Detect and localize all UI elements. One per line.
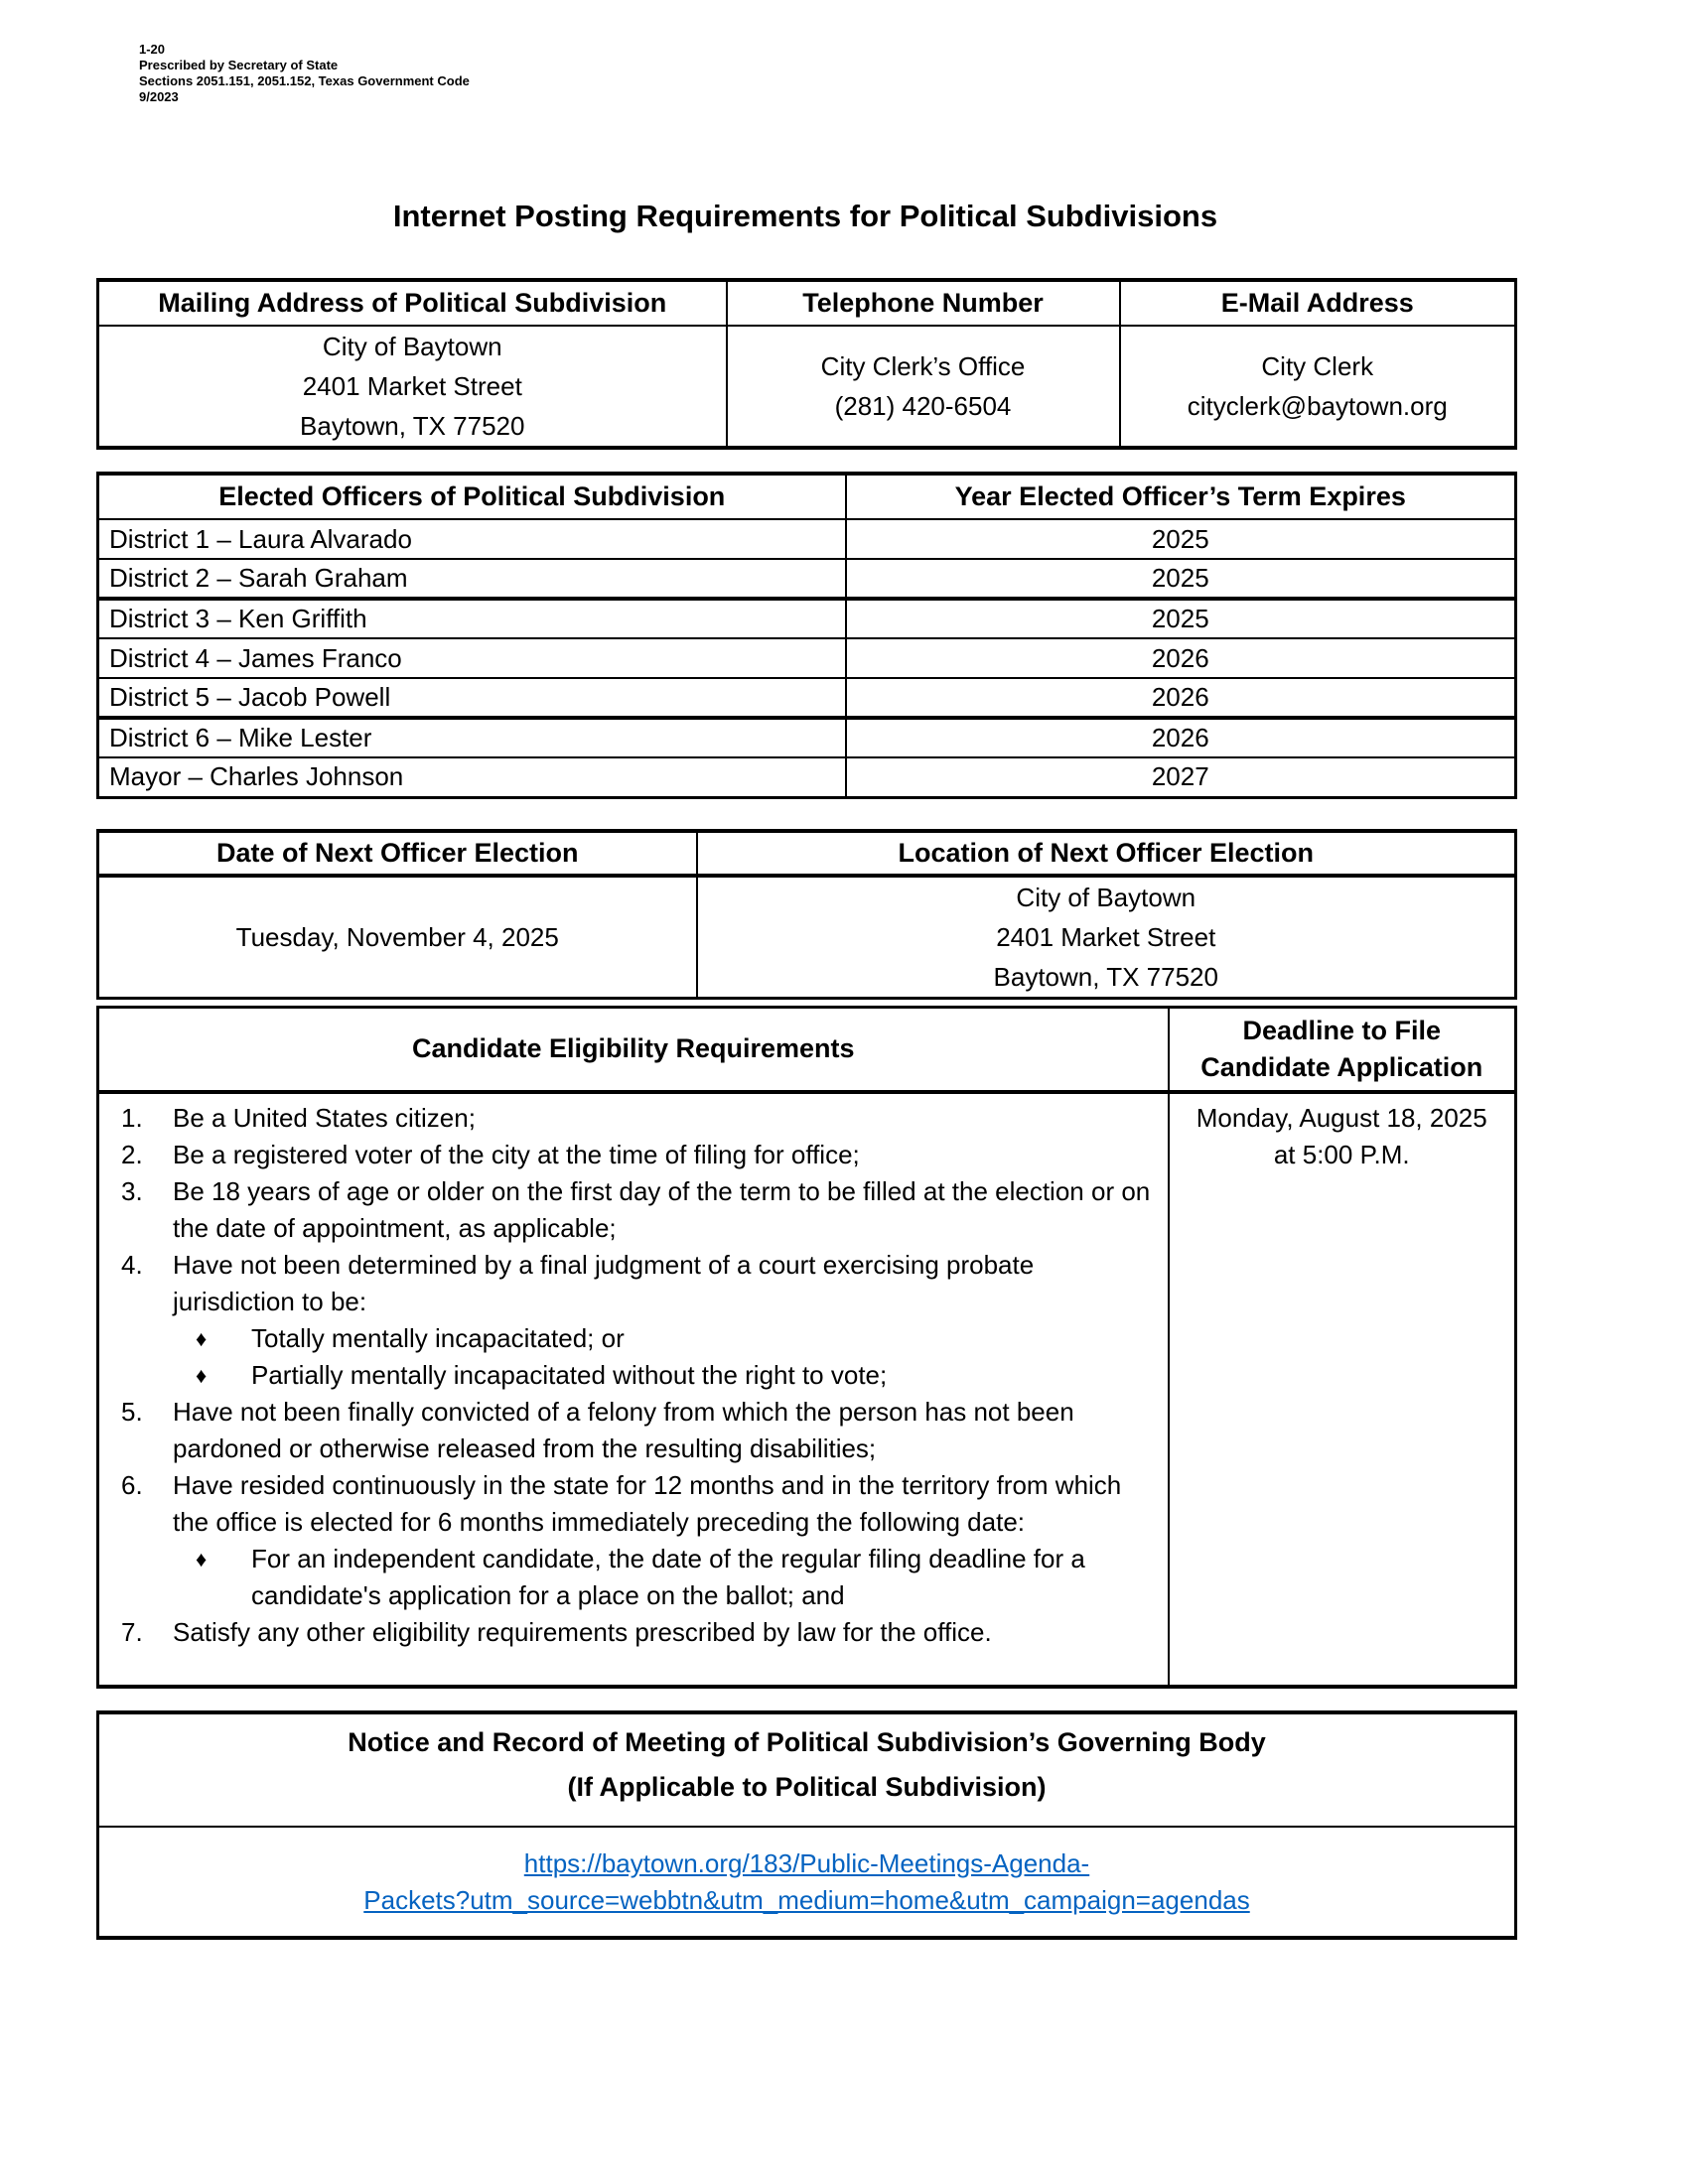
election-date-header: Date of Next Officer Election xyxy=(98,831,697,876)
location-line: Baytown, TX 77520 xyxy=(993,962,1218,992)
requirement-sub-bullet xyxy=(121,1320,1158,1357)
term-year-cell: 2026 xyxy=(846,678,1516,718)
requirement-number: 7. xyxy=(121,1616,143,1647)
eligibility-header: Candidate Eligibility Requirements xyxy=(98,1008,1169,1092)
form-number: 1-20 xyxy=(139,42,166,57)
deadline-date: Monday, August 18, 2025 xyxy=(1196,1102,1487,1133)
requirement-text: Be a United States citizen; xyxy=(173,1102,476,1133)
officers-table xyxy=(96,472,1517,799)
email-header: E-Mail Address xyxy=(1120,280,1516,326)
officer-name-cell: District 2 – Sarah Graham xyxy=(98,559,846,599)
term-year-cell: 2025 xyxy=(846,559,1516,599)
officer-name-cell: District 6 – Mike Lester xyxy=(98,718,846,757)
meetings-agenda-link-line[interactable]: https://baytown.org/183/Public-Meetings-Agenda- xyxy=(523,1847,1090,1878)
sub-bullet-text: For an independent candidate, the date of the regular filing deadline for a candidate's application for a place on the ballot; and xyxy=(251,1543,1085,1610)
prescribed-by: Prescribed by Secretary of State xyxy=(139,58,339,72)
officer-name-cell: Mayor – Charles Johnson xyxy=(98,757,846,797)
page-header-meta xyxy=(139,42,470,105)
officer-row xyxy=(98,678,1516,718)
requirement-item xyxy=(121,1614,1158,1651)
requirement-item xyxy=(121,1394,1158,1467)
requirement-number: 4. xyxy=(121,1249,143,1280)
location-line: 2401 Market Street xyxy=(996,922,1216,952)
term-year-cell: 2025 xyxy=(846,599,1516,638)
notice-header xyxy=(98,1712,1516,1827)
deadline-header xyxy=(1169,1008,1516,1092)
notice-table xyxy=(96,1710,1517,1940)
telephone-header: Telephone Number xyxy=(727,280,1120,326)
notice-subtitle: (If Applicable to Political Subdivision) xyxy=(567,1772,1047,1802)
requirement-number: 3. xyxy=(121,1175,143,1206)
telephone-office: City Clerk’s Office xyxy=(820,351,1026,381)
diamond-bullet-icon: ♦ xyxy=(196,1362,208,1388)
requirement-item xyxy=(121,1467,1158,1541)
address-line: City of Baytown xyxy=(322,332,502,361)
requirement-item xyxy=(121,1137,1158,1173)
requirement-text: Have resided continuously in the state for 12 months and in the territory from which the office is elected for 6 months immediately preceding the following date: xyxy=(173,1469,1122,1537)
term-year-cell: 2026 xyxy=(846,638,1516,678)
notice-link-cell xyxy=(98,1827,1516,1938)
page-title: Internet Posting Requirements for Political Subdivisions xyxy=(392,199,1218,233)
telephone-number: (281) 420-6504 xyxy=(834,391,1012,421)
election-date-cell: Tuesday, November 4, 2025 xyxy=(98,876,697,999)
term-year-cell: 2025 xyxy=(846,519,1516,559)
officer-name-cell: District 1 – Laura Alvarado xyxy=(98,519,846,559)
term-year-cell: 2027 xyxy=(846,757,1516,797)
mailing-address-header: Mailing Address of Political Subdivision xyxy=(98,280,727,326)
requirement-item xyxy=(121,1247,1158,1320)
eligibility-table xyxy=(96,1006,1517,1689)
requirement-item xyxy=(121,1173,1158,1247)
requirement-number: 5. xyxy=(121,1396,143,1427)
term-expires-header: Year Elected Officer’s Term Expires xyxy=(846,474,1516,519)
address-line: 2401 Market Street xyxy=(302,371,522,401)
election-table xyxy=(96,829,1517,1000)
requirements-list xyxy=(99,1094,1168,1651)
requirement-text: Be a registered voter of the city at the time of filing for office; xyxy=(173,1139,860,1169)
deadline-time: at 5:00 P.M. xyxy=(1273,1139,1410,1169)
meetings-agenda-link-line[interactable]: Packets?utm_source=webbtn&utm_medium=home&utm_campaign=agendas xyxy=(363,1884,1250,1915)
requirement-text: Have not been determined by a final judgment of a court exercising probate jurisdiction to be: xyxy=(173,1249,1035,1316)
officer-row xyxy=(98,599,1516,638)
officer-name-cell: District 5 – Jacob Powell xyxy=(98,678,846,718)
sub-bullet-text: Totally mentally incapacitated; or xyxy=(251,1322,625,1353)
statute-sections: Sections 2051.151, 2051.152, Texas Government Code xyxy=(139,73,470,88)
diamond-bullet-icon: ♦ xyxy=(196,1546,208,1571)
officer-row xyxy=(98,718,1516,757)
officer-name-cell: District 4 – James Franco xyxy=(98,638,846,678)
requirement-item xyxy=(121,1100,1158,1137)
requirement-text: Satisfy any other eligibility requirements prescribed by law for the office. xyxy=(173,1616,992,1647)
diamond-bullet-icon: ♦ xyxy=(196,1325,208,1351)
sub-bullet-text: Partially mentally incapacitated without the right to vote; xyxy=(251,1359,888,1390)
email-address: cityclerk@baytown.org xyxy=(1187,391,1448,421)
notice-title: Notice and Record of Meeting of Political Subdivision’s Governing Body xyxy=(348,1727,1266,1757)
requirement-sub-bullet xyxy=(121,1541,1158,1614)
officer-row xyxy=(98,638,1516,678)
election-location-cell xyxy=(697,876,1516,999)
meetings-agenda-link[interactable] xyxy=(99,1845,1514,1919)
requirement-number: 1. xyxy=(121,1102,143,1133)
deadline-header-line: Candidate Application xyxy=(1200,1051,1483,1082)
term-year-cell: 2026 xyxy=(846,718,1516,757)
email-cell xyxy=(1120,326,1516,448)
telephone-cell xyxy=(727,326,1120,448)
officer-row xyxy=(98,559,1516,599)
email-contact-name: City Clerk xyxy=(1261,351,1374,381)
election-location-header: Location of Next Officer Election xyxy=(697,831,1516,876)
officer-name-cell: District 3 – Ken Griffith xyxy=(98,599,846,638)
requirement-number: 2. xyxy=(121,1139,143,1169)
officer-row xyxy=(98,757,1516,797)
address-line: Baytown, TX 77520 xyxy=(300,411,525,441)
requirement-number: 6. xyxy=(121,1469,143,1500)
contact-table xyxy=(96,278,1517,450)
requirement-sub-bullet xyxy=(121,1357,1158,1394)
location-line: City of Baytown xyxy=(1016,883,1196,912)
deadline-cell xyxy=(1169,1092,1516,1687)
deadline-text xyxy=(1170,1094,1515,1173)
officer-row xyxy=(98,519,1516,559)
revision-date: 9/2023 xyxy=(139,89,179,104)
deadline-header-line: Deadline to File xyxy=(1242,1015,1442,1045)
requirement-text: Have not been finally convicted of a felony from which the person has not been pardoned or otherwise released from the resulting disabilities; xyxy=(173,1396,1074,1463)
requirements-cell xyxy=(98,1092,1169,1687)
requirement-text: Be 18 years of age or older on the first day of the term to be filled at the election or on the date of appointment, as applicable; xyxy=(173,1175,1151,1243)
officers-header: Elected Officers of Political Subdivision xyxy=(98,474,846,519)
mailing-address-cell xyxy=(98,326,727,448)
